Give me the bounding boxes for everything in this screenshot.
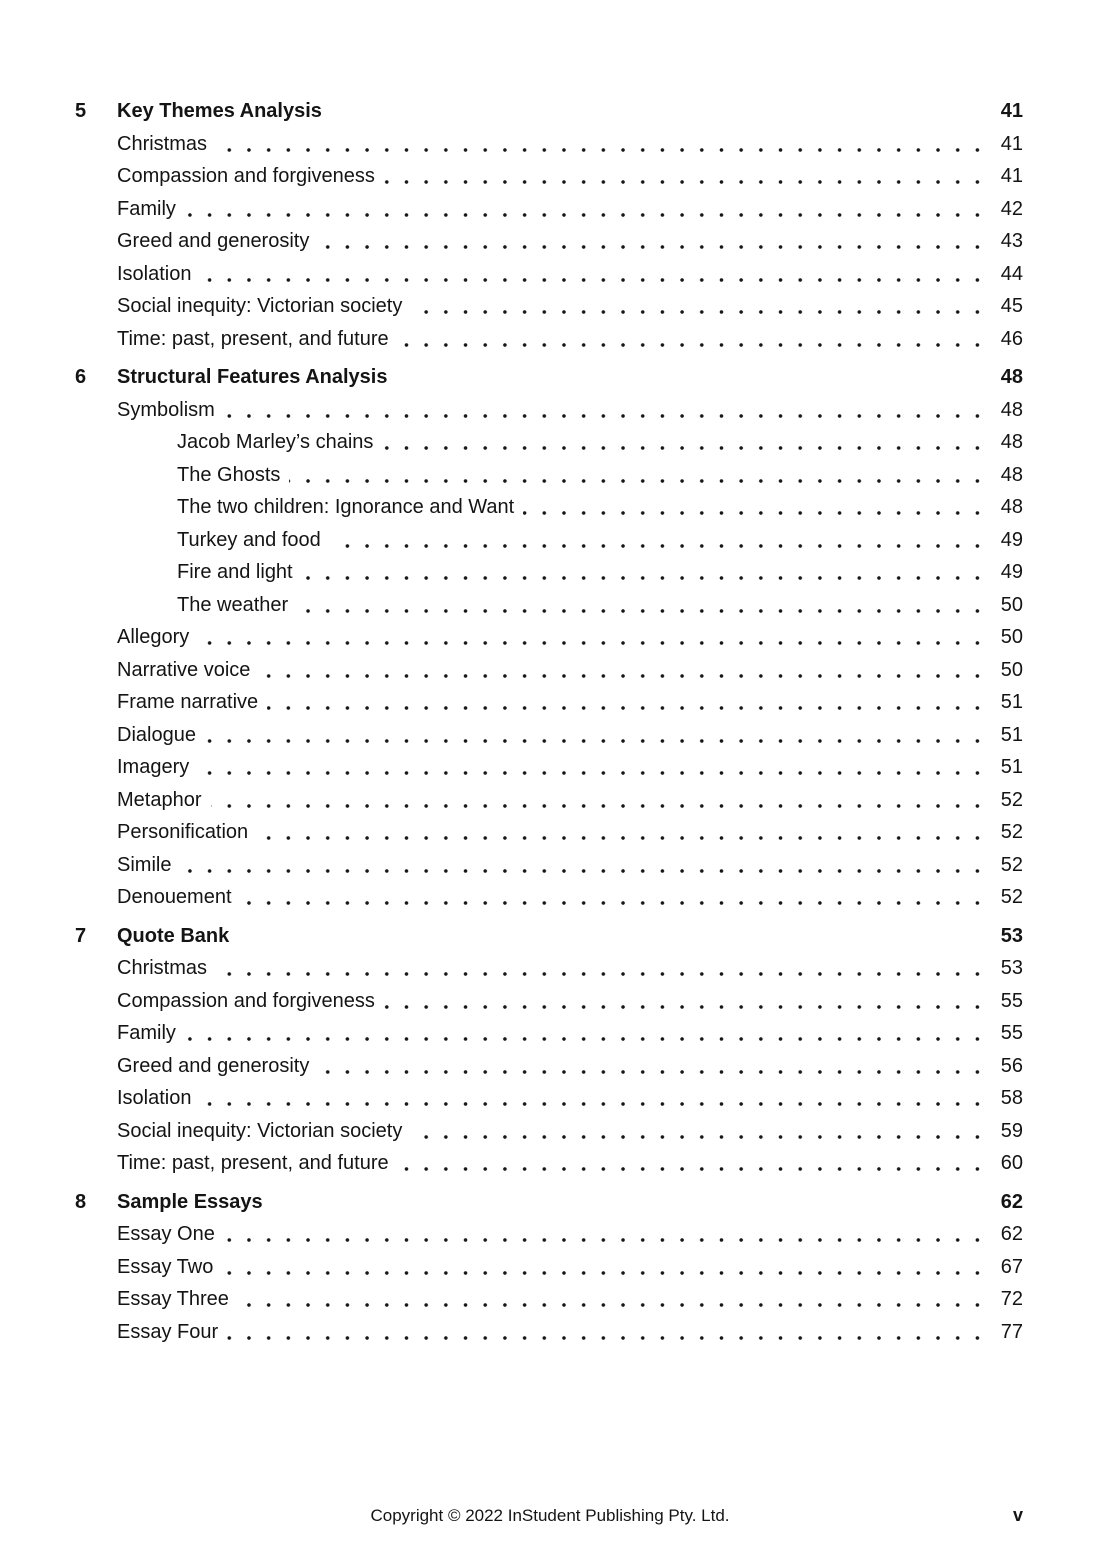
toc-section-header [75,361,1023,394]
entry-label: Metaphor [117,784,211,817]
entry-page-number: 67 [989,1251,1023,1284]
toc-entry [117,751,1023,784]
section-title: Sample Essays [117,1190,263,1213]
entry-page-number: 46 [989,323,1023,356]
toc-section-entries [117,394,1023,914]
entry-label: Essay Two [117,1251,222,1284]
section-page-number: 53 [1000,924,1023,947]
toc-entry [117,323,1023,356]
entry-label: Family [117,193,185,226]
section-page-number: 41 [1000,100,1023,122]
entry-label: Greed and generosity [117,225,318,258]
entry-page-number: 43 [989,225,1023,258]
toc-entry [117,1283,1023,1316]
entry-page-number: 51 [989,686,1023,719]
entry-page-number: 72 [989,1283,1023,1316]
toc-entry [117,849,1023,882]
entry-label: Isolation [117,1082,201,1115]
toc-entry [117,1017,1023,1050]
entry-page-number: 55 [989,985,1023,1018]
entry-label: Greed and generosity [117,1050,318,1083]
section-title: Structural Features Analysis [117,366,388,388]
toc-entry [117,719,1023,752]
entry-page-number: 51 [989,751,1023,784]
entry-label: Personification [117,816,257,849]
toc-entry [117,491,1023,524]
entry-page-number: 51 [989,719,1023,752]
entry-page-number: 52 [989,849,1023,882]
entry-page-number: 56 [989,1050,1023,1083]
entry-page-number: 60 [989,1147,1023,1180]
toc-entry [117,952,1023,985]
entry-page-number: 42 [989,193,1023,226]
entry-page-number: 45 [989,290,1023,323]
section-number: 6 [75,366,87,388]
toc-entry [117,589,1023,622]
entry-page-number: 52 [989,816,1023,849]
toc-section [75,361,1023,914]
toc-entry [117,258,1023,291]
entry-page-number: 77 [989,1316,1023,1349]
toc-entry [117,128,1023,161]
entry-page-number: 53 [989,952,1023,985]
entry-label: Time: past, present, and future [117,323,398,356]
toc-section [75,1186,1023,1349]
entry-label: Compassion and forgiveness [117,985,384,1018]
table-of-contents [75,95,1023,1348]
entry-label: The Ghosts [117,459,289,492]
toc-entry [117,1316,1023,1349]
toc-entry [117,524,1023,557]
entry-page-number: 59 [989,1115,1023,1148]
entry-label: The two children: Ignorance and Want [117,491,523,524]
entry-page-number: 49 [989,524,1023,557]
toc-entry [117,225,1023,258]
entry-label: Fire and light [117,556,302,589]
entry-label: Family [117,1017,185,1050]
entry-label: Imagery [117,751,198,784]
toc-entry [117,686,1023,719]
entry-label: Essay One [117,1218,224,1251]
copyright-text: Copyright © 2022 InStudent Publishing Pty. Ltd. [370,1506,730,1525]
toc-entry [117,394,1023,427]
page-footer [0,1503,1100,1529]
toc-section-entries [117,952,1023,1180]
entry-page-number: 62 [989,1218,1023,1251]
entry-page-number: 48 [989,491,1023,524]
entry-page-number: 58 [989,1082,1023,1115]
entry-label: Turkey and food [117,524,330,557]
toc-section-entries [117,1218,1023,1348]
entry-label: Isolation [117,258,201,291]
toc-entry [117,1082,1023,1115]
entry-label: Compassion and forgiveness [117,160,384,193]
entry-label: Essay Three [117,1283,238,1316]
entry-page-number: 52 [989,784,1023,817]
toc-entry [117,816,1023,849]
entry-label: Essay Four [117,1316,227,1349]
toc-section-header [75,1186,1023,1219]
entry-page-number: 48 [989,459,1023,492]
entry-label: Jacob Marley’s chains [117,426,382,459]
entry-page-number: 48 [989,394,1023,427]
toc-entry [117,290,1023,323]
toc-entry [117,1251,1023,1284]
entry-page-number: 50 [989,654,1023,687]
toc-section-entries [117,128,1023,356]
section-number: 7 [75,924,87,947]
entry-label: Christmas [117,952,216,985]
toc-entry [117,1147,1023,1180]
toc-entry [117,160,1023,193]
entry-page-number: 52 [989,881,1023,914]
section-page-number: 62 [1000,1190,1023,1213]
toc-entry [117,654,1023,687]
toc-entry [117,459,1023,492]
entry-label: Social inequity: Victorian society [117,1115,411,1148]
toc-section-header [75,920,1023,953]
section-title: Quote Bank [117,924,230,947]
entry-page-number: 55 [989,1017,1023,1050]
toc-entry [117,193,1023,226]
entry-label: The weather [117,589,297,622]
entry-page-number: 41 [989,160,1023,193]
section-number: 5 [75,100,87,122]
toc-entry [117,784,1023,817]
folio-page-number: v [1012,1505,1023,1525]
section-title: Key Themes Analysis [117,100,322,122]
entry-label: Allegory [117,621,198,654]
entry-label: Dialogue [117,719,205,752]
toc-entry [117,426,1023,459]
toc-entry [117,881,1023,914]
entry-label: Social inequity: Victorian society [117,290,411,323]
entry-page-number: 41 [989,128,1023,161]
entry-label: Simile [117,849,180,882]
entry-page-number: 48 [989,426,1023,459]
toc-section-header [75,95,1023,128]
toc-entry [117,1115,1023,1148]
entry-label: Narrative voice [117,654,259,687]
toc-entry [117,621,1023,654]
section-number: 8 [75,1190,87,1213]
toc-section [75,920,1023,1180]
entry-label: Time: past, present, and future [117,1147,398,1180]
entry-page-number: 50 [989,589,1023,622]
entry-page-number: 49 [989,556,1023,589]
toc-entry [117,985,1023,1018]
toc-section [75,95,1023,355]
toc-entry [117,1050,1023,1083]
entry-label: Symbolism [117,394,224,427]
toc-entry [117,1218,1023,1251]
entry-page-number: 50 [989,621,1023,654]
entry-label: Christmas [117,128,216,161]
entry-label: Frame narrative [117,686,267,719]
section-page-number: 48 [1000,366,1023,388]
entry-page-number: 44 [989,258,1023,291]
entry-label: Denouement [117,881,241,914]
toc-entry [117,556,1023,589]
